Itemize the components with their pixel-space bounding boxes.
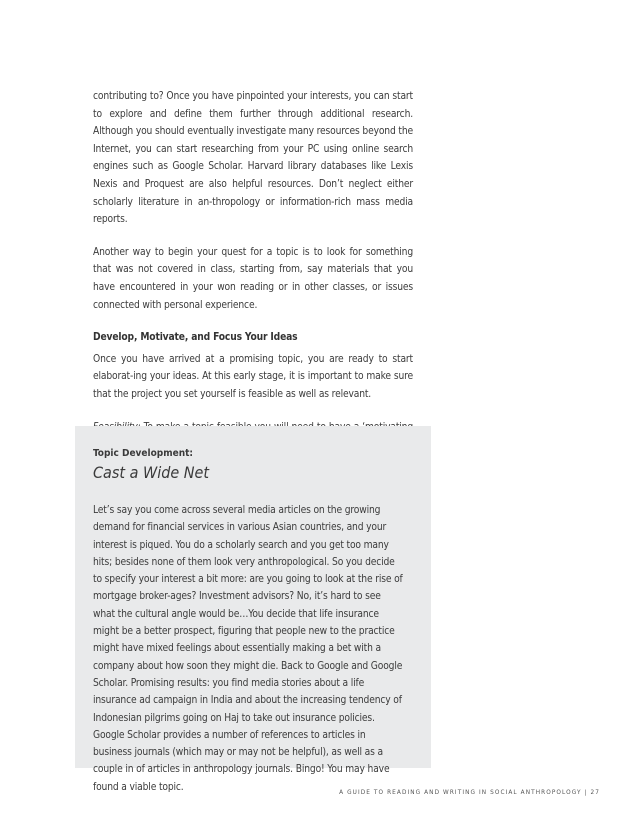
main-text-column xyxy=(93,88,413,469)
section-heading: Develop, Motivate, and Focus Your Ideas xyxy=(93,332,298,344)
sidebar-body: Let’s say you come across several media articles on the growing demand for financial services in various Asian countries, and your interest is piqued. You do a scholarly search and you get too many hits; besides none of them look very anthropological. So you decide to specify your interest a bit more: are you going to look at the rise of mortgage broker-ages? Investment advisors? No, it’s hard to see what the cultural angle would be…You decide that life insurance might be a better prospect, figuring that people new to the practice might have mixed feelings about essentially making a bet with a company about how soon they might die. Back to Google and Google Scholar. Promising results: you find media stories about a life insurance ad campaign in India and about the increasing tendency of Indonesian pilgrims going on Haj to take out insurance policies. Google Scholar provides a number of references to articles in business journals (which may or may not be helpful), as well as a couple in of articles in anthropology journals. Bingo! You may have found a viable topic. xyxy=(93,505,403,793)
sidebar-label: Topic Development: xyxy=(93,448,194,459)
paragraph-3: Once you have arrived at a promising topic, you are ready to start elaborat-ing your ideas. At this early stage, it is important to make sure that the project you set yourself is feasible as well as relevant. xyxy=(93,353,413,400)
paragraph-1: contributing to? Once you have pinpointed your interests, you can start to explore and define them further through additional research. Although you should eventually investigate many resources beyond the Internet, you can start researching from your PC using online search engines such as Google Scholar. Harvard library databases like Lexis Nexis and Proquest are also helpful resources. Don’t neglect either scholarly literature in an-thropology or information-rich mass media reports. xyxy=(93,91,413,226)
sidebar-box xyxy=(75,426,431,793)
paragraph-2: Another way to begin your quest for a topic is to look for something that was not covered in class, starting from, say materials that you have encountered in your won reading or in other classes, or issues connected with personal experience. xyxy=(93,246,413,311)
sidebar-title: Cast a Wide Net xyxy=(93,463,210,482)
sidebar-content xyxy=(93,447,405,796)
page-footer: A GUIDE TO READING AND WRITING IN SOCIAL ANTHROPOLOGY | 27 xyxy=(339,788,600,796)
